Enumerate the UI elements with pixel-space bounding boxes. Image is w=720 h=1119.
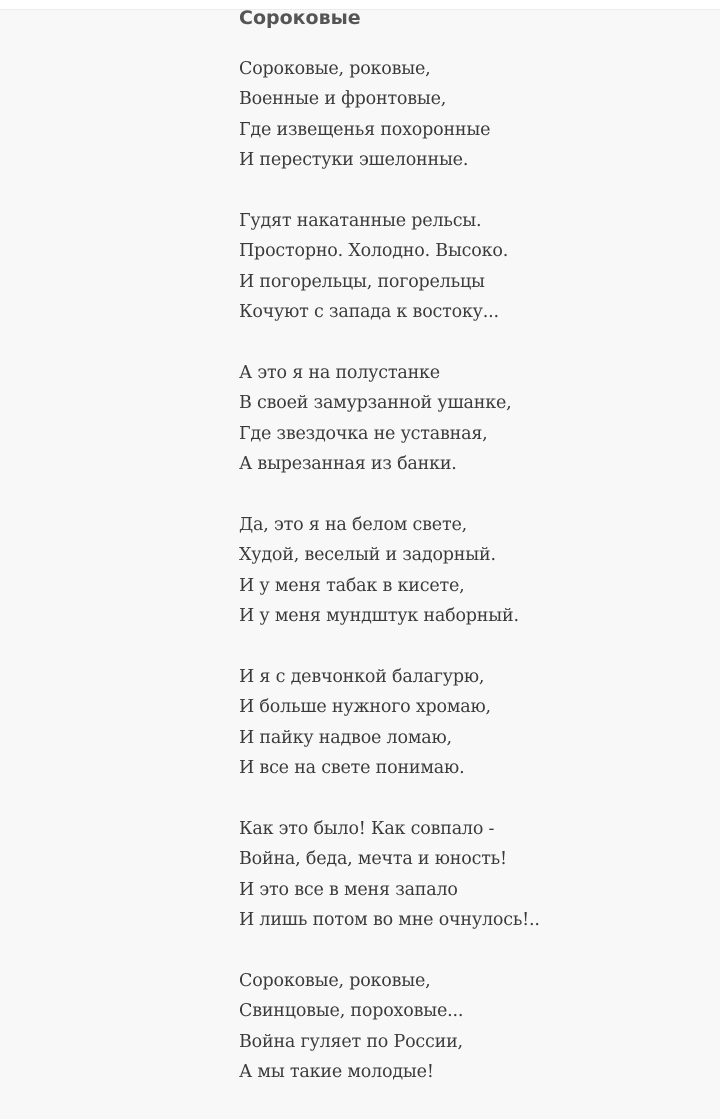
poem-line: Как это было! Как совпало -: [239, 819, 495, 839]
stanza: [239, 510, 540, 662]
poem-line: Кочуют с запада к востоку...: [239, 302, 499, 323]
poem-line: И погорельцы, погорельцы: [239, 271, 485, 292]
poem-line: А мы такие молодые!: [239, 1062, 434, 1083]
poem-line: Да, это я на белом свете,: [239, 515, 467, 535]
poem-line: Военные и фронтовые,: [239, 89, 447, 110]
poem-line: А вырезанная из банки.: [239, 454, 457, 475]
poem-line: Война гуляет по России,: [239, 1031, 463, 1052]
poem-line: И я с девчонкой балагурю,: [239, 667, 485, 687]
poem-line: И лишь потом во мне очнулось!..: [239, 910, 540, 931]
poem-line: И у меня табак в кисете,: [239, 575, 465, 596]
poem-line: Просторно. Холодно. Высоко.: [239, 241, 509, 262]
poem-line: Война, беда, мечта и юность!: [239, 849, 507, 870]
poem-line: Где звездочка не уставная,: [239, 423, 488, 444]
poem-line: Худой, веселый и задорный.: [239, 545, 496, 566]
poem-line: Сороковые, роковые,: [239, 59, 431, 79]
stanza: [239, 814, 540, 966]
stanza: [239, 966, 540, 1118]
poem-title: Сороковые: [239, 7, 361, 29]
poem-line: Гудят накатанные рельсы.: [239, 211, 482, 231]
poem-line: И все на свете понимаю.: [239, 758, 465, 779]
poem-line: И больше нужного хромаю,: [239, 697, 491, 718]
poem-body: [239, 54, 540, 1118]
poem-line: И пайку надвое ломаю,: [239, 727, 452, 748]
stanza: [239, 206, 540, 358]
poem-line: Где извещенья похоронные: [239, 119, 491, 140]
poem-line: В своей замурзанной ушанке,: [239, 393, 512, 414]
poem-line: И перестуки эшелонные.: [239, 150, 469, 171]
poem-line: Сороковые, роковые,: [239, 971, 431, 991]
stanza: [239, 662, 540, 814]
poem-line: И это все в меня запало: [239, 879, 458, 900]
stanza: [239, 358, 540, 510]
poem-line: И у меня мундштук наборный.: [239, 606, 519, 627]
poem-line: А это я на полустанке: [239, 363, 440, 383]
poem-line: Свинцовые, пороховые...: [239, 1001, 464, 1022]
stanza: [239, 54, 540, 206]
